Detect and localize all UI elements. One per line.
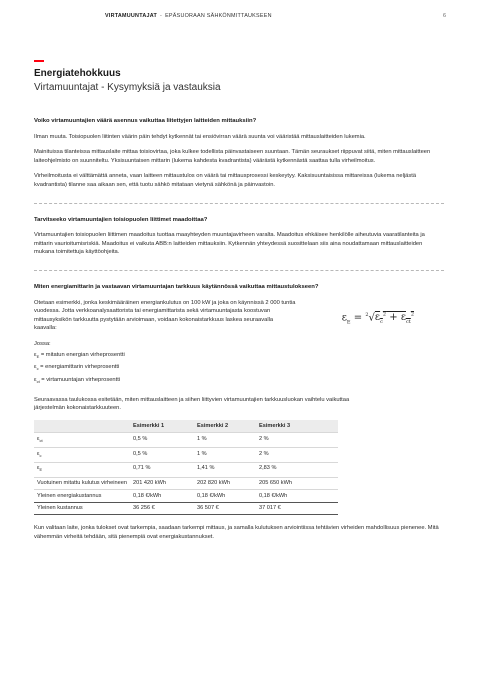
- faq-paragraph: Ilman muuta. Toisiopuolen liitinten väärin päin tehdyt kytkennät tai ensiövirran väärä suunta voi vääristää mittauslaitteiden lukemia.: [34, 133, 366, 140]
- table-cell: 0,18 €/kWh: [194, 490, 256, 503]
- faq-paragraph: Mainituissa tilanteissa mittauslaite mittaa toisiovirtaa, joka kulkee todellista päinvastaiseen suuntaan. Tämän seuraukset riippuvat siitä, miten mittauslaitteen laiteohjelmisto on suunniteltu. Yksisuuntaisen mittarin (lukema kahdesta kvadrantista) väärästä kytkennästä saattaa tulla virheilmoitus.: [34, 149, 431, 164]
- table-cell: 1 %: [194, 433, 256, 448]
- content-body: [34, 117, 444, 567]
- formula-row: [34, 299, 444, 333]
- table-cell: 0,5 %: [130, 448, 194, 463]
- table-cell: 205 650 kWh: [256, 477, 338, 490]
- table-header-row: [34, 420, 338, 433]
- table-cell: 36 507 €: [194, 502, 256, 515]
- page-number: 6: [443, 13, 446, 19]
- table-cell: 0,18 €/kWh: [256, 490, 338, 503]
- faq-paragraph: Seuraavassa taulukossa esitetään, miten mittauslaitteen ja siihen liittyvien virtamuuntajien tarkkuusluokan vaihtelu vaikuttaa järjestelmän kokonaistarkkuuteen.: [34, 396, 350, 412]
- table-cell: 0,5 %: [130, 433, 194, 448]
- table-header-cell: Esimerkki 2: [194, 420, 256, 433]
- table-cell: 0,18 €/kWh: [130, 490, 194, 503]
- faq-paragraph: Virheilmoitusta ei välttämättä anneta, vaan laitteen mittaustulos on väärä tai mittausprosessi keskeytyy. Kaksisuuntaisissa mittareissa (lukema neljästä kvadrantista) tilanne saa aikaan sen, että tuotu sähkö mitataan vietynä sähkönä ja päinvastoin.: [34, 173, 417, 188]
- table-header-cell: Esimerkki 1: [130, 420, 194, 433]
- table-row: [34, 448, 338, 463]
- faq-section-3: [34, 283, 444, 555]
- row-label: Yleinen energiakustannus: [34, 490, 130, 503]
- formula-radicand: $\varepsilon_c^2 + \varepsilon_{ct}^2$: [374, 311, 414, 325]
- legend-item: $\varepsilon_E$ = mitatun energian virheprosentti: [34, 351, 125, 359]
- header-title: VIRTAMUUNTAJAT: [105, 13, 158, 19]
- faq-paragraph: Kun valitaan laite, jonka tulokset ovat tarkempia, saadaan tarkempi mittaus, ja samalla kulutuksen arviointiissa tehtävien virheiden mahdollisuus pienenee. Mitä vähemmän virheitä tehdään, sitä pienempiä ovat energiakustannukset.: [34, 525, 439, 540]
- row-label: Vuotuinen mitattu kulutus virheineen: [34, 477, 130, 490]
- table-cell: 0,71 %: [130, 462, 194, 477]
- table-cell: 1,41 %: [194, 462, 256, 477]
- legend-title: Jossa:: [34, 340, 51, 347]
- header-subtitle: EPÄSUORAAN SÄHKÖNMITTAUKSEEN: [165, 13, 272, 19]
- table-cell: 2 %: [256, 448, 338, 463]
- faq-section-2: [34, 216, 444, 271]
- faq-paragraph: Virtamuuntajien toisiopuolen liittimen maadoitus tuottaa maayhteyden muuntajavirheen varalta. Maadoitus ehkäisee henkilölle aiheutuvia vaaratilanteita ja mittarin vaurioitumisriskiä. Maadoitus ei vaikuta ABB:n laitteiden mittauksiin. Kytkennän yhteydessä suosittelaan siis aina noudattamaan mittauslaitteiden mukana toimitettuja käyttöohjeita.: [34, 232, 425, 256]
- page-title: Energiatehokkuus: [34, 68, 121, 79]
- legend-item: $\varepsilon_c$ = energiamittarin virheprosentti: [34, 364, 120, 372]
- accuracy-table: [34, 420, 338, 515]
- faq-section-1: [34, 117, 444, 204]
- formula-equals: =: [350, 311, 366, 323]
- table-cell: 202 820 kWh: [194, 477, 256, 490]
- formula-root-index: 2: [365, 311, 369, 318]
- table-cell: 36 256 €: [130, 502, 194, 515]
- header-separator: -: [160, 13, 163, 19]
- faq-question: Voiko virtamuuntajien väärä asennus vaikuttaa liitettyjen laitteiden mittauksiin?: [34, 118, 257, 124]
- row-label: $\varepsilon_c$: [34, 448, 130, 463]
- row-label: $\varepsilon_{ct}$: [34, 433, 130, 448]
- table-cell: 201 420 kWh: [130, 477, 194, 490]
- faq-question: Miten energiamittarin ja vastaavan virtamuuntajan tarkkuus käytännössä vaikuttaa mittaustulokseen?: [34, 283, 319, 290]
- row-label: $\varepsilon_E$: [34, 462, 130, 477]
- faq-paragraph: Otetaan esimerkki, jonka keskimääräinen energiankulutus on 100 kW ja joka on käynnissä 2 000 tuntia vuodessa. Jotta verkkoanalysaattorista tai energiamittarista sekä virtamuuntajasta koostuvan mittausyksikön tarkkuutta pystytään arvioimaan, voidaan kokonaistarkkuus laskea seuraavalla kaavalla:: [34, 299, 296, 332]
- table-row: [34, 477, 338, 490]
- faq-question: Tarvitseeko virtamuuntajien toisiopuolen liittimet maadoittaa?: [34, 216, 208, 223]
- table-row: [34, 462, 338, 477]
- accuracy-formula: $\varepsilon_E = ^2√\varepsilon_c^2 + \varepsilon_{ct}^2$: [341, 311, 414, 325]
- table-cell: 2 %: [256, 433, 338, 448]
- formula-lhs: ε: [341, 311, 347, 323]
- table-row: [34, 433, 338, 448]
- table-header-cell: Esimerkki 3: [256, 420, 338, 433]
- legend-item: $\varepsilon_{ct}$ = virtamuuntajan virheprosentti: [34, 376, 121, 385]
- table-row: [34, 502, 338, 515]
- table-header-cell: [34, 420, 130, 433]
- table-cell: 1 %: [194, 448, 256, 463]
- table-row: [34, 490, 338, 503]
- accent-bar: [34, 60, 44, 62]
- formula-lhs-sub: E: [346, 318, 351, 325]
- table-cell: 37 017 €: [256, 502, 338, 515]
- row-label: Yleinen kustannus: [34, 502, 130, 515]
- page-subtitle: Virtamuuntajat - Kysymyksiä ja vastauksia: [34, 82, 221, 93]
- table-cell: 2,83 %: [256, 462, 338, 477]
- running-header: [105, 13, 272, 19]
- formula-legend: [34, 340, 444, 387]
